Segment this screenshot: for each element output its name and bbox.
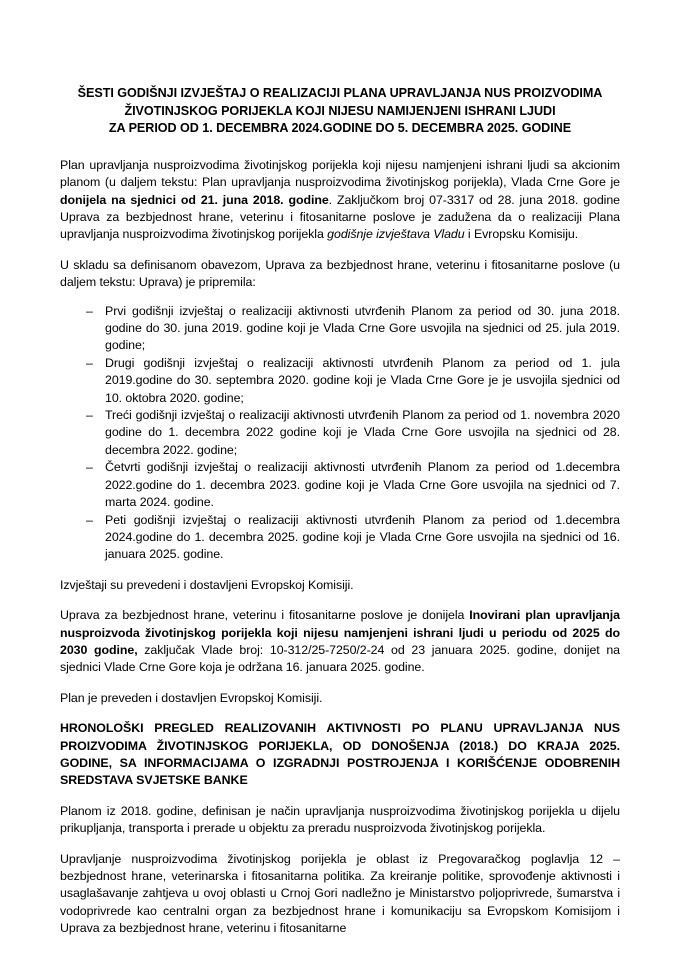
dash-bullet-icon: – <box>86 408 93 423</box>
list-item-label: Četvrti godišnji izvještaj o realizaciji aktivnosti utvrđenih Planom za period od 1.decembra 2022.godine do 1. decembra 2023. godine koji je Vlada Crne Gore usvojila na sjednici od 7. marta 2024. godine. <box>105 460 620 510</box>
paragraph-obligation-intro: U skladu sa definisanom obavezom, Uprava za bezbjednost hrane, veterinu i fitosanitarne poslove (u daljem tekstu: Uprava) je pripremila: <box>60 257 620 290</box>
paragraph-plan-translated: Plan je preveden i dostavljen Evropskoj Komisiji. <box>60 690 323 705</box>
list-item <box>60 407 620 459</box>
document-title <box>60 85 620 138</box>
paragraph-reports-translated: Izvještaji su prevedeni i dostavljeni Evropskoj Komisiji. <box>60 577 354 592</box>
paragraph-innovated-plan <box>60 607 620 677</box>
paragraph-4-bold-plan-title: Inovirani plan upravljanja nusproizvoda životinjskog porijekla koji nijesu namjenjeni ishrani ljudi u periodu od 2025 do 2030 godine, <box>60 608 620 657</box>
document-title-line-1: ŠESTI GODIŠNJI IZVJEŠTAJ O REALIZACIJI PLANA UPRAVLJANJA NUS PROIZVODIMA <box>77 86 603 100</box>
list-item <box>60 355 620 407</box>
paragraph-1-text-part-3: i Evropsku Komisiju. <box>464 227 579 242</box>
paragraph-4-text-part-1: Uprava za bezbjednost hrane, veterinu i fitosanitarne poslove je donijela <box>60 608 470 623</box>
paragraph-1-text-part-2: . Zaključkom broj 07-3317 od 28. juna 2018. godine Uprava za bezbjednost hrane, veterinu i fitosanitarne poslove je zadužena da o realizaciji Plana upravljanja nusproizvodima životinjskog porijekla <box>60 192 621 242</box>
paragraph-1-italic-reporting-duty: godišnje izvještava Vladu <box>327 227 465 242</box>
annual-reports-list <box>60 303 620 564</box>
list-item-label: Drugi godišnji izvještaj o realizaciji aktivnosti utvrđenih Planom za period od 1. jula 2019.godine do 30. septembra 2020. godine koji je Vlada Crne Gore je je usvojila sjednici od 10. oktobra 2020. godine; <box>105 355 620 405</box>
section-heading-chronological-review: HRONOLOŠKI PREGLED REALIZOVANIH AKTIVNOSTI PO PLANU UPRAVLJANJA NUS PROIZVODIMA ŽIVOTINJSKOG PORIJEKLA, OD DONOŠENJA (2018.) DO KRAJA 2025. GODINE, SA INFORMACIJAMA O IZGRADNJI POSTROJENJA I KORIŠĆENJE ODOBRENIH SREDSTAVA SVJETSKE BANKE <box>60 721 620 788</box>
document-title-line-2: ŽIVOTINJSKOG PORIJEKLA KOJI NIJESU NAMIJENJENI ISHRANI LJUDI <box>124 103 556 118</box>
dash-bullet-icon: – <box>86 512 93 527</box>
list-item <box>60 512 620 564</box>
list-item <box>60 459 620 511</box>
dash-bullet-icon: – <box>86 355 93 370</box>
list-item-label: Treći godišnji izvještaj o realizaciji aktivnosti utvrđenih Planom za period od 1. novembra 2020 godine do 1. decembra 2022 godine koji je Vlada Crne Gore usvojila na sjednici od 28. decembra 2022. godine; <box>105 408 620 457</box>
dash-bullet-icon: – <box>86 303 93 318</box>
list-item-label: Prvi godišnji izvještaj o realizaciji aktivnosti utvrđenih Planom za period od 30. juna 2018. godine do 30. juna 2019. godine koji je Vlada Crne Gore usvojila na sjednici od 25. jula 2019. godine; <box>105 303 620 353</box>
list-item-label: Peti godišnji izvještaj o realizaciji aktivnosti utvrđenih Planom za period od 1.decembra 2024.godine do 1. decembra 2025. godine koji je Vlada Crne Gore usvojila na sjednici od 16. januara 2025. godine. <box>105 512 620 562</box>
dash-bullet-icon: – <box>86 460 93 475</box>
paragraph-4-text-part-2: zaključak Vlade broj: 10-312/25-7250/2-24 od 23 januara 2025. godine, donijet na sjednici Vlade Crne Gore koja je održana 16. januara 2025. godine. <box>60 642 621 675</box>
paragraph-plan-adoption <box>60 157 620 244</box>
document-title-line-3: ZA PERIOD OD 1. DECEMBRA 2024.GODINE DO 5. DECEMBRA 2025. GODINE <box>108 121 572 136</box>
paragraph-1-text-part-1: Plan upravljanja nusproizvodima životinjskog porijekla koji nijesu namjenjeni ishrani ljudi sa akcionim planom (u daljem tekstu: Plan upravljanja nusproizvodima životinjskog porijekla), Vlada Crne Gore je <box>60 157 620 190</box>
list-item <box>60 303 620 355</box>
paragraph-1-bold-adoption-date: donijela na sjednici od 21. juna 2018. godine <box>60 192 329 207</box>
paragraph-negotiating-chapter: Upravljanje nusproizvodima životinjskog porijekla je oblast iz Pregovaračkog poglavlja 12 – bezbjednost hrane, veterinarska i fitosanitarna politika. Za kreiranje politike, sprovođenje aktivnosti i usaglašavanje zahtjeva u ovoj oblasti u Crnoj Gori nadležno je Ministarstvo poljoprivrede, šumarstva i vodoprivrede kao centralni organ za bezbjednost hrane i komunikaciju sa Evropskom Komisijom i Uprava za bezbjednost hrane, veterinu i fitosanitarne <box>60 851 620 936</box>
paragraph-plan-2018-scope: Planom iz 2018. godine, definisan je način upravljanja nusproizvodima životinjskog porijekla u dijelu prikupljanja, transporta i prerade u objektu za preradu nusproizvoda životinjskog porijekla. <box>60 803 620 836</box>
